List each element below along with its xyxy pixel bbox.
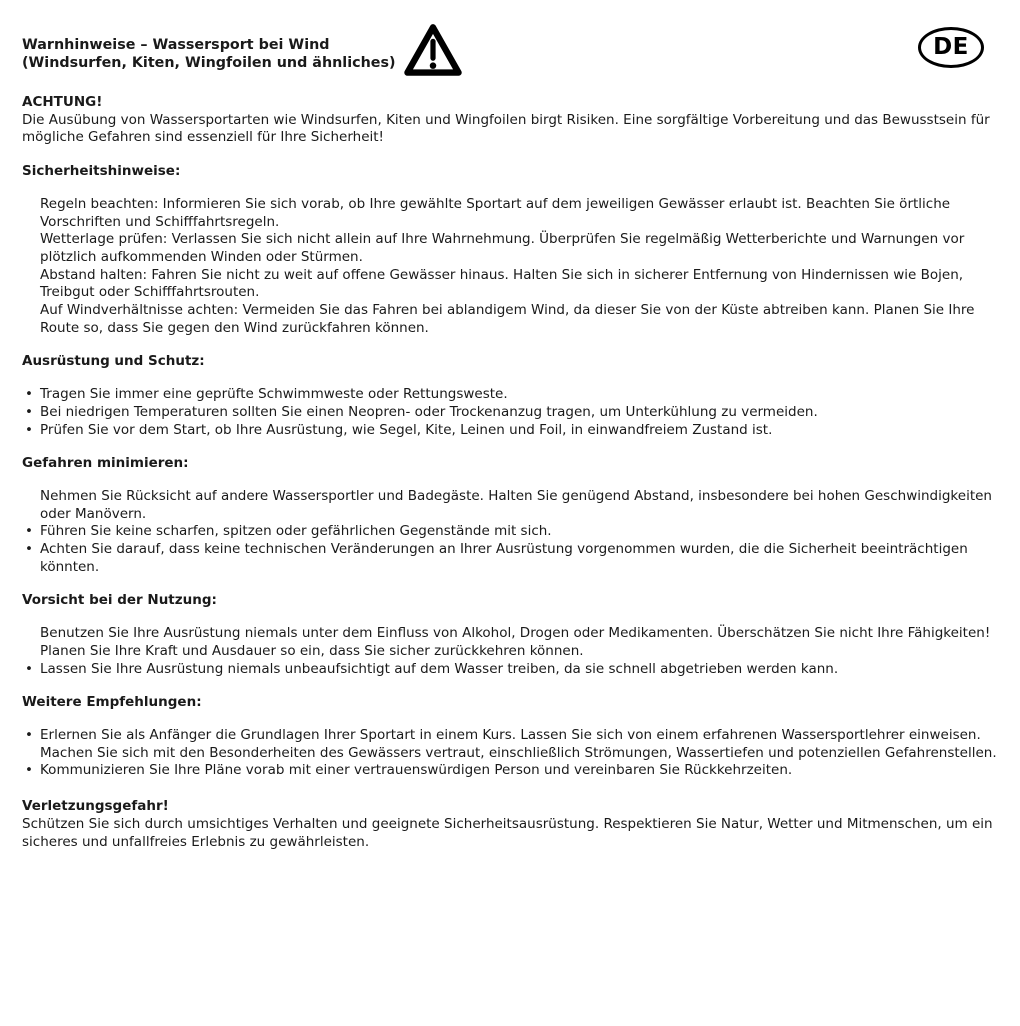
list-item-text: Wetterlage prüfen: Verlassen Sie sich nicht allein auf Ihre Wahrnehmung. Überprüfen Sie regelmäßig Wetterberichte und Warnungen vor plötzlich aufkommenden Winden oder Stürmen.	[40, 231, 965, 265]
section-gefahren-minimieren	[22, 455, 997, 576]
section-items	[22, 727, 997, 780]
section-heading: Vorsicht bei der Nutzung:	[22, 592, 217, 609]
list-item-text: Tragen Sie immer eine geprüfte Schwimmweste oder Rettungsweste.	[40, 386, 508, 403]
list-item	[22, 196, 997, 231]
section-heading: Gefahren minimieren:	[22, 455, 189, 472]
bullet-icon: •	[25, 523, 33, 540]
title-line-1: Warnhinweise – Wassersport bei Wind	[22, 37, 330, 53]
list-item-text: Kommunizieren Sie Ihre Pläne vorab mit einer vertrauenswürdigen Person und vereinbaren Sie Rückkehrzeiten.	[40, 762, 793, 779]
intro-section	[22, 94, 997, 147]
document-header	[22, 20, 997, 76]
outro-body: Schützen Sie sich durch umsichtiges Verhalten und geeignete Sicherheitsausrüstung. Respektieren Sie Natur, Wetter und Mitmenschen, um ein sicheres und unfallfreies Erlebnis zu gewährleisten.	[22, 815, 993, 850]
list-item	[22, 422, 997, 440]
title-line-2: (Windsurfen, Kiten, Wingfoilen und ähnliches)	[22, 55, 396, 72]
bullet-icon: •	[25, 541, 33, 558]
bullet-icon: •	[25, 403, 33, 420]
section-vorsicht-bei-der-nutzung	[22, 592, 997, 678]
list-item	[22, 625, 997, 660]
section-items	[22, 488, 997, 577]
list-item-text: Regeln beachten: Informieren Sie sich vorab, ob Ihre gewählte Sportart auf dem jeweiligen Gewässer erlaubt ist. Beachten Sie örtliche Vorschriften und Schifffahrtsregeln.	[40, 195, 951, 230]
list-item	[22, 727, 997, 745]
list-item	[22, 267, 997, 302]
list-item-text: Prüfen Sie vor dem Start, ob Ihre Ausrüstung, wie Segel, Kite, Leinen und Foil, in einwandfreiem Zustand ist.	[40, 421, 773, 438]
list-item-text: Benutzen Sie Ihre Ausrüstung niemals unter dem Einfluss von Alkohol, Drogen oder Medikamenten. Überschätzen Sie nicht Ihre Fähigkeiten! Planen Sie Ihre Kraft und Ausdauer so ein, dass Sie sicher zurückkehren können.	[40, 625, 991, 659]
section-items	[22, 196, 997, 338]
section-items	[22, 625, 997, 678]
bullet-icon: •	[25, 421, 33, 438]
list-item-text: Erlernen Sie als Anfänger die Grundlagen Ihrer Sportart in einem Kurs. Lassen Sie sich von einem erfahrenen Wassersportlehrer einweisen.	[40, 726, 981, 743]
list-item-text: Abstand halten: Fahren Sie nicht zu weit auf offene Gewässer hinaus. Halten Sie sich in sicherer Entfernung von Hindernissen wie Bojen, Treibgut oder Schifffahrtsrouten.	[40, 266, 964, 301]
list-item-text: Bei niedrigen Temperaturen sollten Sie einen Neopren- oder Trockenanzug tragen, um Unterkühlung zu vermeiden.	[40, 403, 818, 420]
intro-heading: ACHTUNG!	[22, 94, 103, 110]
language-badge-label: DE	[933, 33, 969, 60]
list-item-text: Lassen Sie Ihre Ausrüstung niemals unbeaufsichtigt auf dem Wasser treiben, da sie schnell abgetrieben werden kann.	[40, 660, 839, 677]
list-item	[22, 661, 997, 679]
list-item	[22, 302, 997, 337]
language-badge	[918, 27, 984, 68]
list-item	[22, 523, 997, 541]
list-item-text: Machen Sie sich mit den Besonderheiten des Gewässers vertraut, einschließlich Strömungen, Wassertiefen und potenziellen Gefahrenstellen.	[40, 744, 997, 761]
bullet-icon: •	[25, 762, 33, 779]
section-sicherheitshinweise	[22, 163, 997, 337]
section-weitere-empfehlungen	[22, 694, 997, 780]
section-heading: Ausrüstung und Schutz:	[22, 353, 205, 370]
bullet-icon: •	[25, 386, 33, 403]
list-item	[22, 386, 997, 404]
list-item-text: Auf Windverhältnisse achten: Vermeiden Sie das Fahren bei ablandigem Wind, da dieser Sie von der Küste abtreiben kann. Planen Sie Ihre Route so, dass Sie gegen den Wind zurückfahren können.	[40, 302, 975, 336]
list-item	[22, 541, 997, 576]
outro-heading: Verletzungsgefahr!	[22, 798, 169, 815]
list-item	[22, 404, 997, 422]
section-items	[22, 386, 997, 439]
page-title	[22, 36, 396, 72]
list-item	[22, 488, 997, 523]
section-ausruestung-und-schutz	[22, 353, 997, 439]
list-item-text: Führen Sie keine scharfen, spitzen oder gefährlichen Gegenstände mit sich.	[40, 523, 552, 540]
warning-triangle-icon	[404, 20, 462, 80]
list-item	[22, 745, 997, 763]
section-heading: Sicherheitshinweise:	[22, 163, 181, 180]
list-item	[22, 762, 997, 780]
list-item-text: Achten Sie darauf, dass keine technischen Veränderungen an Ihrer Ausrüstung vorgenommen wurden, die die Sicherheit beeinträchtigen könnten.	[40, 541, 968, 575]
bullet-icon: •	[25, 726, 33, 743]
list-item	[22, 231, 997, 266]
outro-section	[22, 798, 997, 851]
list-item-text: Nehmen Sie Rücksicht auf andere Wassersportler und Badegäste. Halten Sie genügend Abstand, insbesondere bei hohen Geschwindigkeiten oder Manövern.	[40, 487, 992, 522]
bullet-icon: •	[25, 660, 33, 677]
section-heading: Weitere Empfehlungen:	[22, 694, 202, 711]
intro-body: Die Ausübung von Wassersportarten wie Windsurfen, Kiten und Wingfoilen birgt Risiken. Eine sorgfältige Vorbereitung und das Bewusstsein für mögliche Gefahren sind essenziell für Ihre Sicherheit!	[22, 111, 990, 146]
